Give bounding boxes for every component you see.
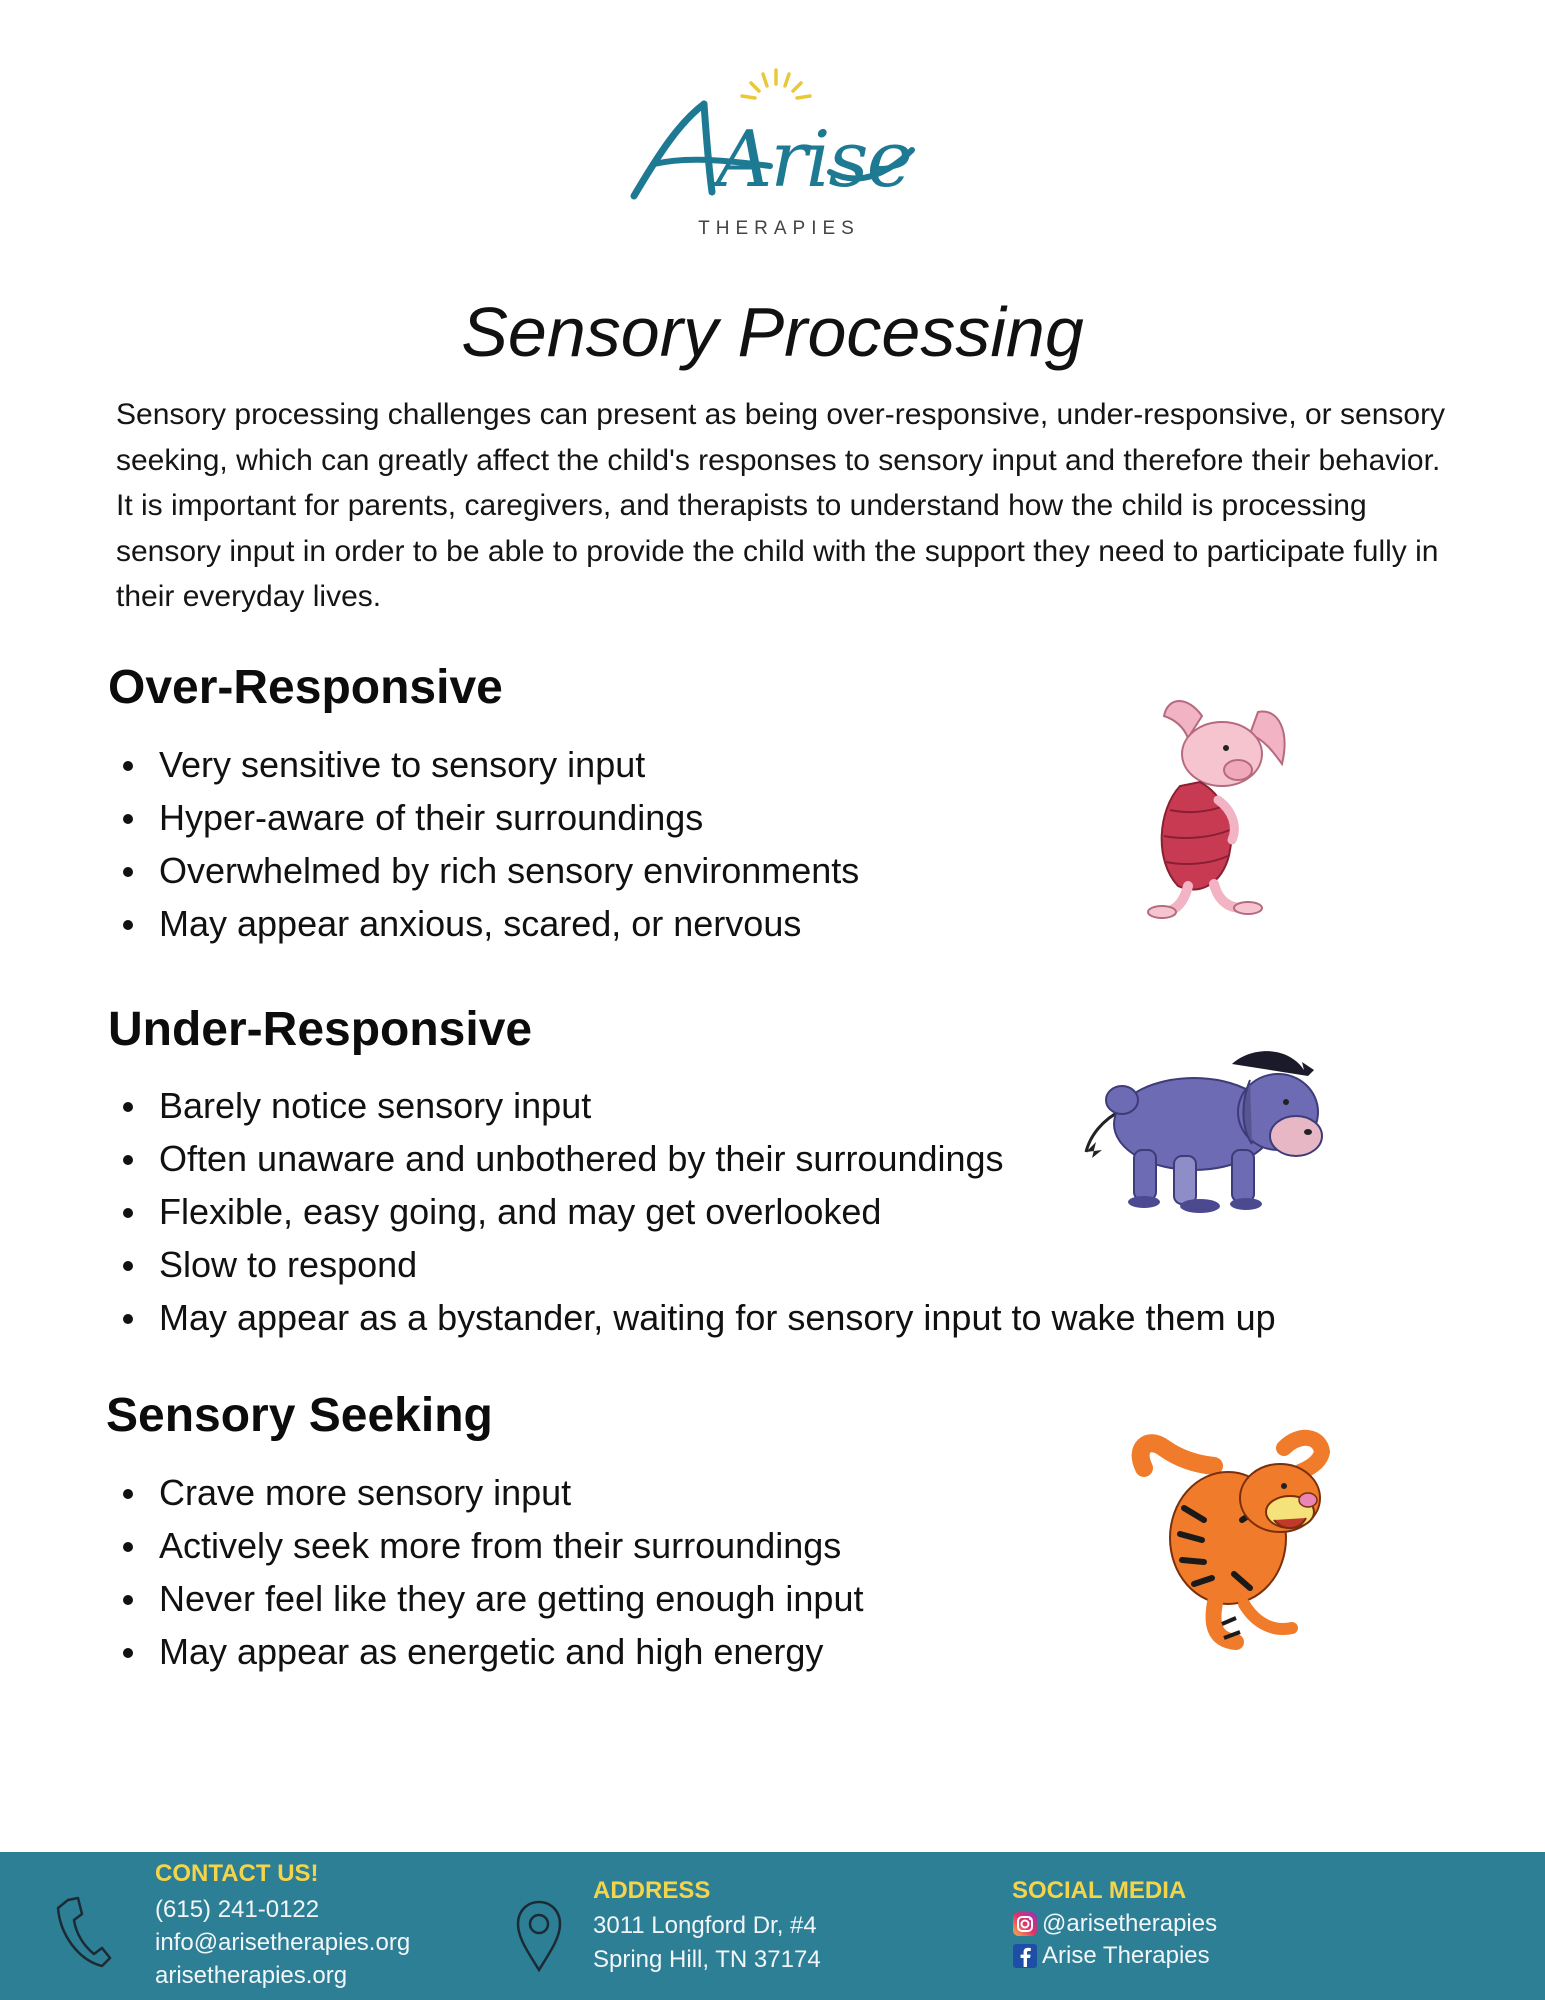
address-line-2: Spring Hill, TN 37174 <box>593 1946 821 1973</box>
instagram-icon <box>1012 1911 1038 1937</box>
page-title: Sensory Processing <box>461 293 1084 371</box>
list-item: Barely notice sensory input <box>122 1079 1276 1132</box>
list-item: Crave more sensory input <box>122 1466 863 1519</box>
list-item: Flexible, easy going, and may get overlooked <box>122 1185 1276 1238</box>
contact-website[interactable]: arisetherapies.org <box>155 1962 348 1989</box>
list-item: Slow to respond <box>122 1238 1276 1291</box>
facebook-icon <box>1012 1943 1038 1969</box>
contact-heading: CONTACT US! <box>155 1860 319 1887</box>
intro-paragraph: Sensory processing challenges can present as being over-responsive, under-responsive, or sensory seeking, which can greatly affect the child's responses to sensory input and therefore their behavior. It is important for parents, caregivers, and therapists to understand how the child is processing sensory input in order to be able to provide the child with the support they need to participate fully in their everyday lives. <box>116 398 1446 613</box>
logo-word-text: Arise <box>716 115 911 202</box>
contact-phone[interactable]: (615) 241-0122 <box>155 1896 320 1923</box>
facebook-name: Arise Therapies <box>1042 1942 1210 1969</box>
over-responsive-list <box>122 738 859 950</box>
arise-logo <box>620 66 920 246</box>
sensory-seeking-list <box>122 1466 863 1678</box>
location-pin-icon <box>512 1898 566 1972</box>
footer-bar <box>0 1852 1545 2000</box>
address-heading: ADDRESS <box>593 1877 711 1904</box>
contact-email[interactable]: info@arisetherapies.org <box>155 1929 411 1956</box>
facebook-link[interactable] <box>1012 1942 1210 1970</box>
tigger-illustration <box>1124 1428 1330 1654</box>
eeyore-illustration <box>1082 1040 1332 1216</box>
list-item: Very sensitive to sensory input <box>122 738 859 791</box>
list-item: May appear anxious, scared, or nervous <box>122 897 859 950</box>
piglet-illustration <box>1118 690 1318 920</box>
social-heading: SOCIAL MEDIA <box>1012 1877 1187 1904</box>
list-item: Often unaware and unbothered by their surroundings <box>122 1132 1276 1185</box>
list-item: Hyper-aware of their surroundings <box>122 791 859 844</box>
logo-subtitle: THERAPIES <box>698 218 860 239</box>
instagram-handle: @arisetherapies <box>1042 1910 1218 1937</box>
instagram-link[interactable] <box>1012 1910 1217 1938</box>
phone-icon <box>52 1894 112 1968</box>
section-heading-sensory-seeking: Sensory Seeking <box>106 1389 493 1442</box>
list-item: Actively seek more from their surroundings <box>122 1519 863 1572</box>
list-item: Overwhelmed by rich sensory environments <box>122 844 859 897</box>
list-item: May appear as energetic and high energy <box>122 1625 863 1678</box>
logo-wordmark <box>620 92 920 202</box>
list-item: Never feel like they are getting enough input <box>122 1572 863 1625</box>
list-item: May appear as a bystander, waiting for sensory input to wake them up <box>122 1291 1276 1344</box>
address-line-1: 3011 Longford Dr, #4 <box>593 1912 817 1939</box>
section-heading-over-responsive: Over-Responsive <box>108 661 503 714</box>
section-heading-under-responsive: Under-Responsive <box>108 1003 533 1056</box>
